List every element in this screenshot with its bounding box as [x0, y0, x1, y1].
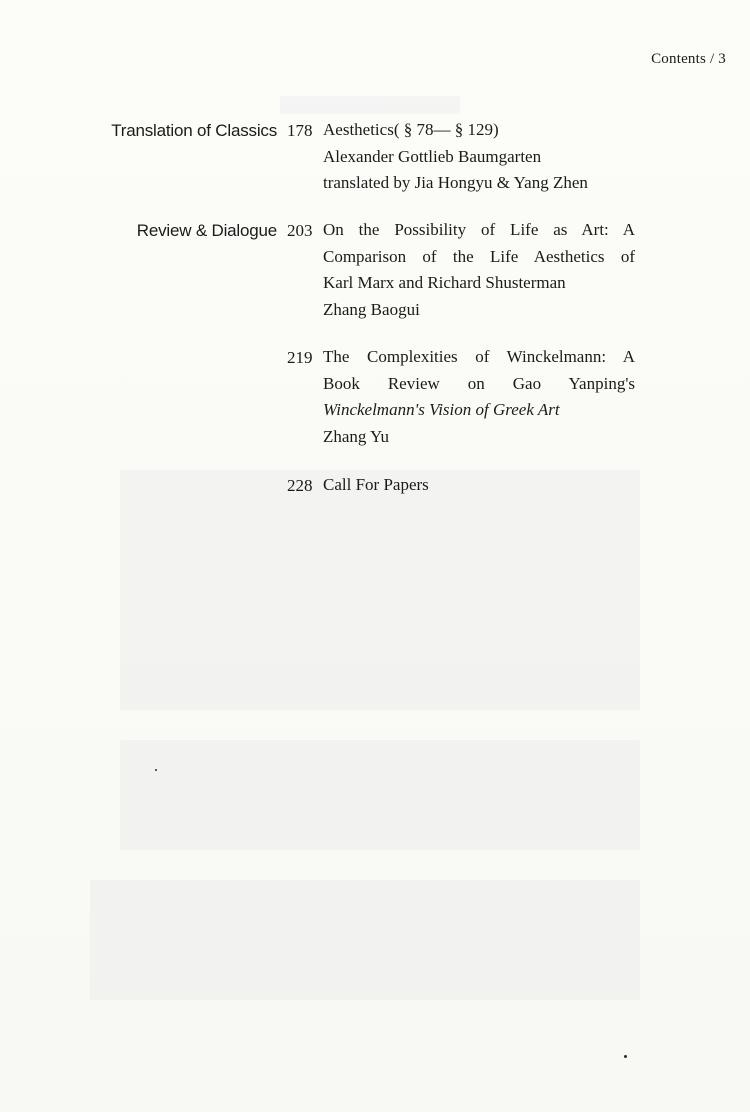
entry-author: Alexander Gottlieb Baumgarten [323, 146, 542, 166]
entry-text [323, 472, 635, 499]
entry-author: Zhang Yu [323, 426, 389, 446]
section-label: Review & Dialogue [136, 221, 277, 240]
entry-translator: translated by Jia Hongyu & Yang Zhen [323, 173, 588, 192]
entry-title: Call For Papers [323, 475, 429, 494]
entry-title-line: The Complexities of Winckelmann: A [323, 347, 635, 366]
entry-author: Zhang Baogui [323, 299, 420, 319]
paper-speck [155, 769, 157, 771]
page-number: 228 [287, 476, 313, 495]
entry-text [323, 217, 635, 323]
entry-text [323, 117, 635, 197]
section-label: Translation of Classics [111, 121, 277, 140]
bleed-through-title [280, 96, 460, 114]
entry-title-line: Comparison of the Life Aesthetics of [323, 246, 635, 266]
page-number: 178 [287, 121, 313, 140]
entry-title-line: Karl Marx and Richard Shusterman [323, 273, 566, 292]
entry-book-title: Winckelmann's Vision of Greek Art [323, 400, 560, 419]
entry-title: Aesthetics( § 78— § 129) [323, 120, 499, 139]
entry-title-line: Book Review on Gao Yanping's [323, 373, 635, 393]
bleed-through-text-block [120, 470, 640, 710]
bleed-through-footnotes [90, 880, 640, 1000]
paper-speck [624, 1055, 627, 1058]
page-number: 219 [287, 348, 313, 367]
bleed-through-text-block-2 [120, 740, 640, 850]
page-number: 203 [287, 221, 313, 240]
running-head: Contents / 3 [651, 51, 726, 67]
entry-title-line: On the Possibility of Life as Art: A [323, 220, 635, 239]
entry-text [323, 344, 635, 450]
